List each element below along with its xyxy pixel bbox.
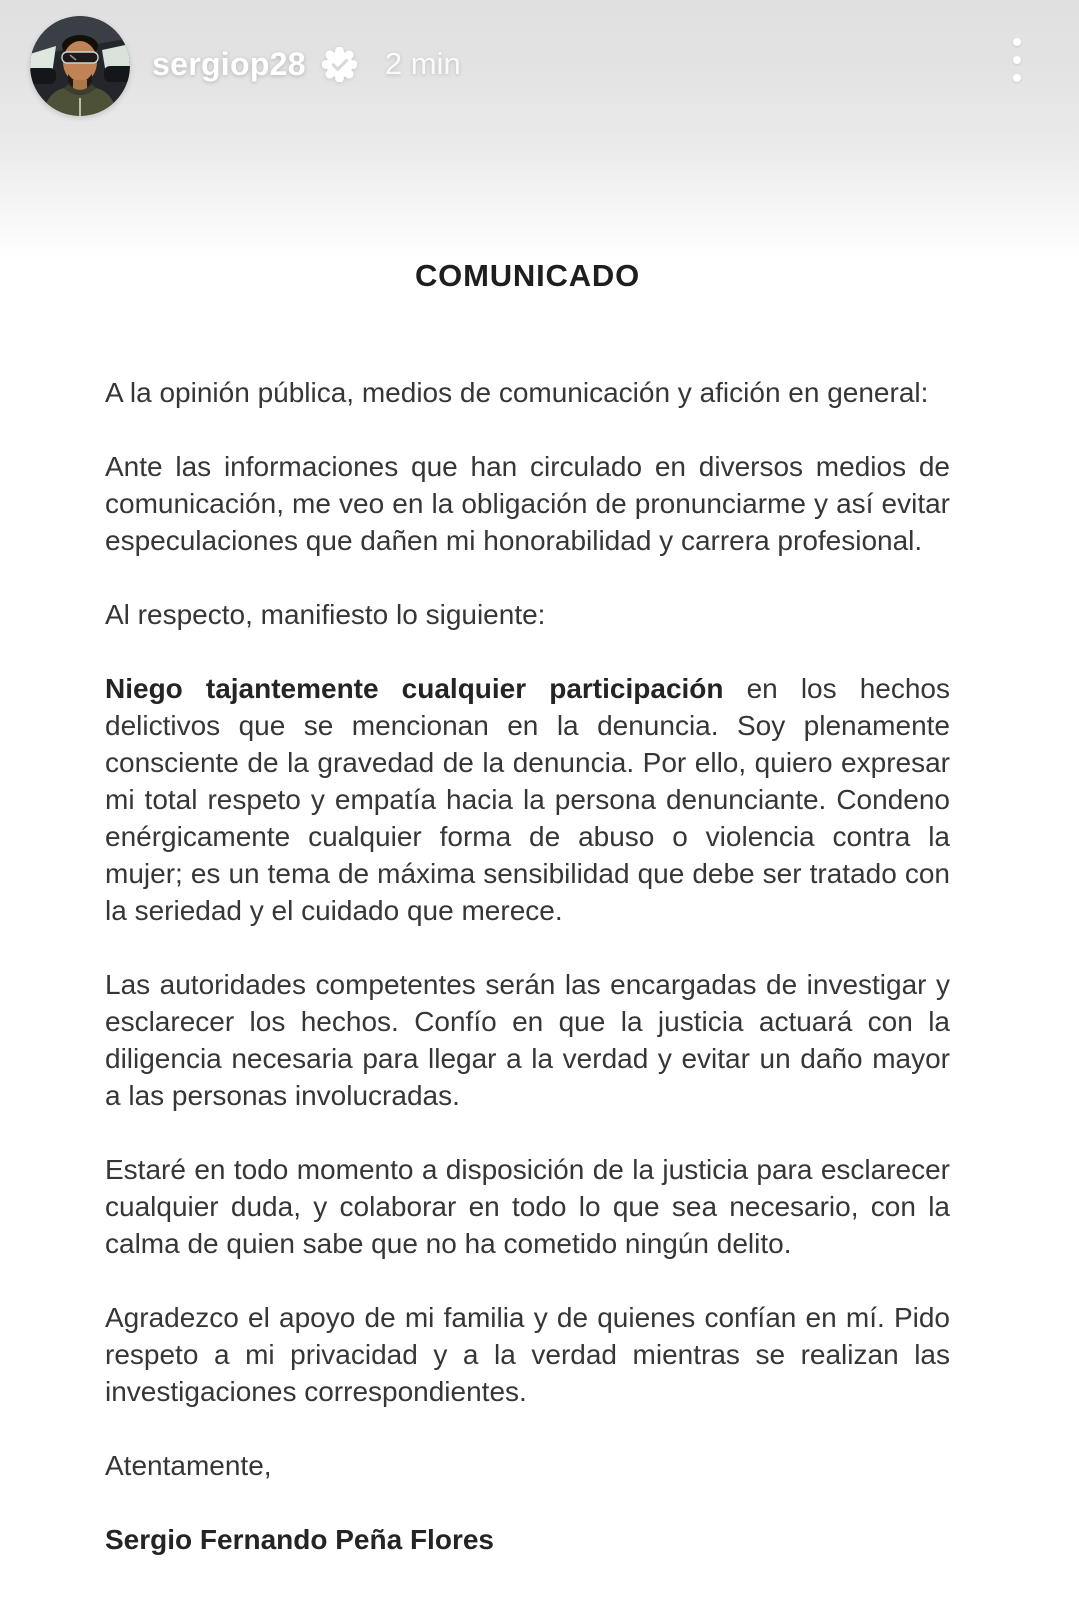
avatar-photo-icon (30, 16, 130, 116)
gratitude-paragraph: Agradezco el apoyo de mi familia y de quienes confían en mí. Pido respeto a mi privacidad y a la verdad mientras se realizan las investigaciones correspondientes. (105, 1302, 950, 1407)
availability-paragraph: Estaré en todo momento a disposición de la justicia para esclarecer cualquier duda, y colaborar en todo lo que sea necesario, con la calma de quien sabe que no ha cometido ningún delito. (105, 1154, 950, 1259)
document-title: COMUNICADO (415, 258, 640, 293)
statement-document (105, 258, 950, 1558)
denial-bold-text: Niego tajantemente cualquier participación (105, 673, 724, 704)
dot-icon (1013, 74, 1021, 82)
authorities-paragraph: Las autoridades competentes serán las encargadas de investigar y esclarecer los hechos. Confío en que la justicia actuará con la diligencia necesaria para llegar a la verdad y evitar un daño mayor a las personas involucradas. (105, 969, 950, 1111)
denial-paragraph (105, 670, 950, 929)
salutation-paragraph: A la opinión pública, medios de comunicación y afición en general: (105, 377, 929, 408)
story-header-row (152, 44, 461, 84)
story-timestamp: 2 min (384, 46, 461, 81)
intro-paragraph: Ante las informaciones que han circulado en diversos medios de comunicación, me veo en la obligación de pronunciarme y así evitar especulaciones que dañen mi honorabilidad y carrera profesional. (105, 451, 950, 556)
denial-rest-text: en los hechos delictivos que se mencionan en la denuncia. Soy plenamente consciente de la gravedad de la denuncia. Por ello, quiero expresar mi total respeto y empatía hacia la persona denunciante. Condeno enérgicamente cualquier forma de abuso o violencia contra la mujer; es un tema de máxima sensibilidad que debe ser tratado con la seriedad y el cuidado que merece. (105, 673, 950, 926)
signature-name: Sergio Fernando Peña Flores (105, 1524, 494, 1555)
avatar[interactable] (30, 16, 130, 116)
story-header (0, 0, 1079, 132)
lead-in-paragraph: Al respecto, manifiesto lo siguiente: (105, 599, 546, 630)
verified-badge-icon (322, 47, 357, 82)
more-options-button[interactable] (1005, 38, 1029, 82)
dot-icon (1013, 56, 1021, 64)
dot-icon (1013, 38, 1021, 46)
closing-paragraph: Atentamente, (105, 1450, 272, 1481)
username[interactable]: sergiop28 (152, 45, 306, 82)
